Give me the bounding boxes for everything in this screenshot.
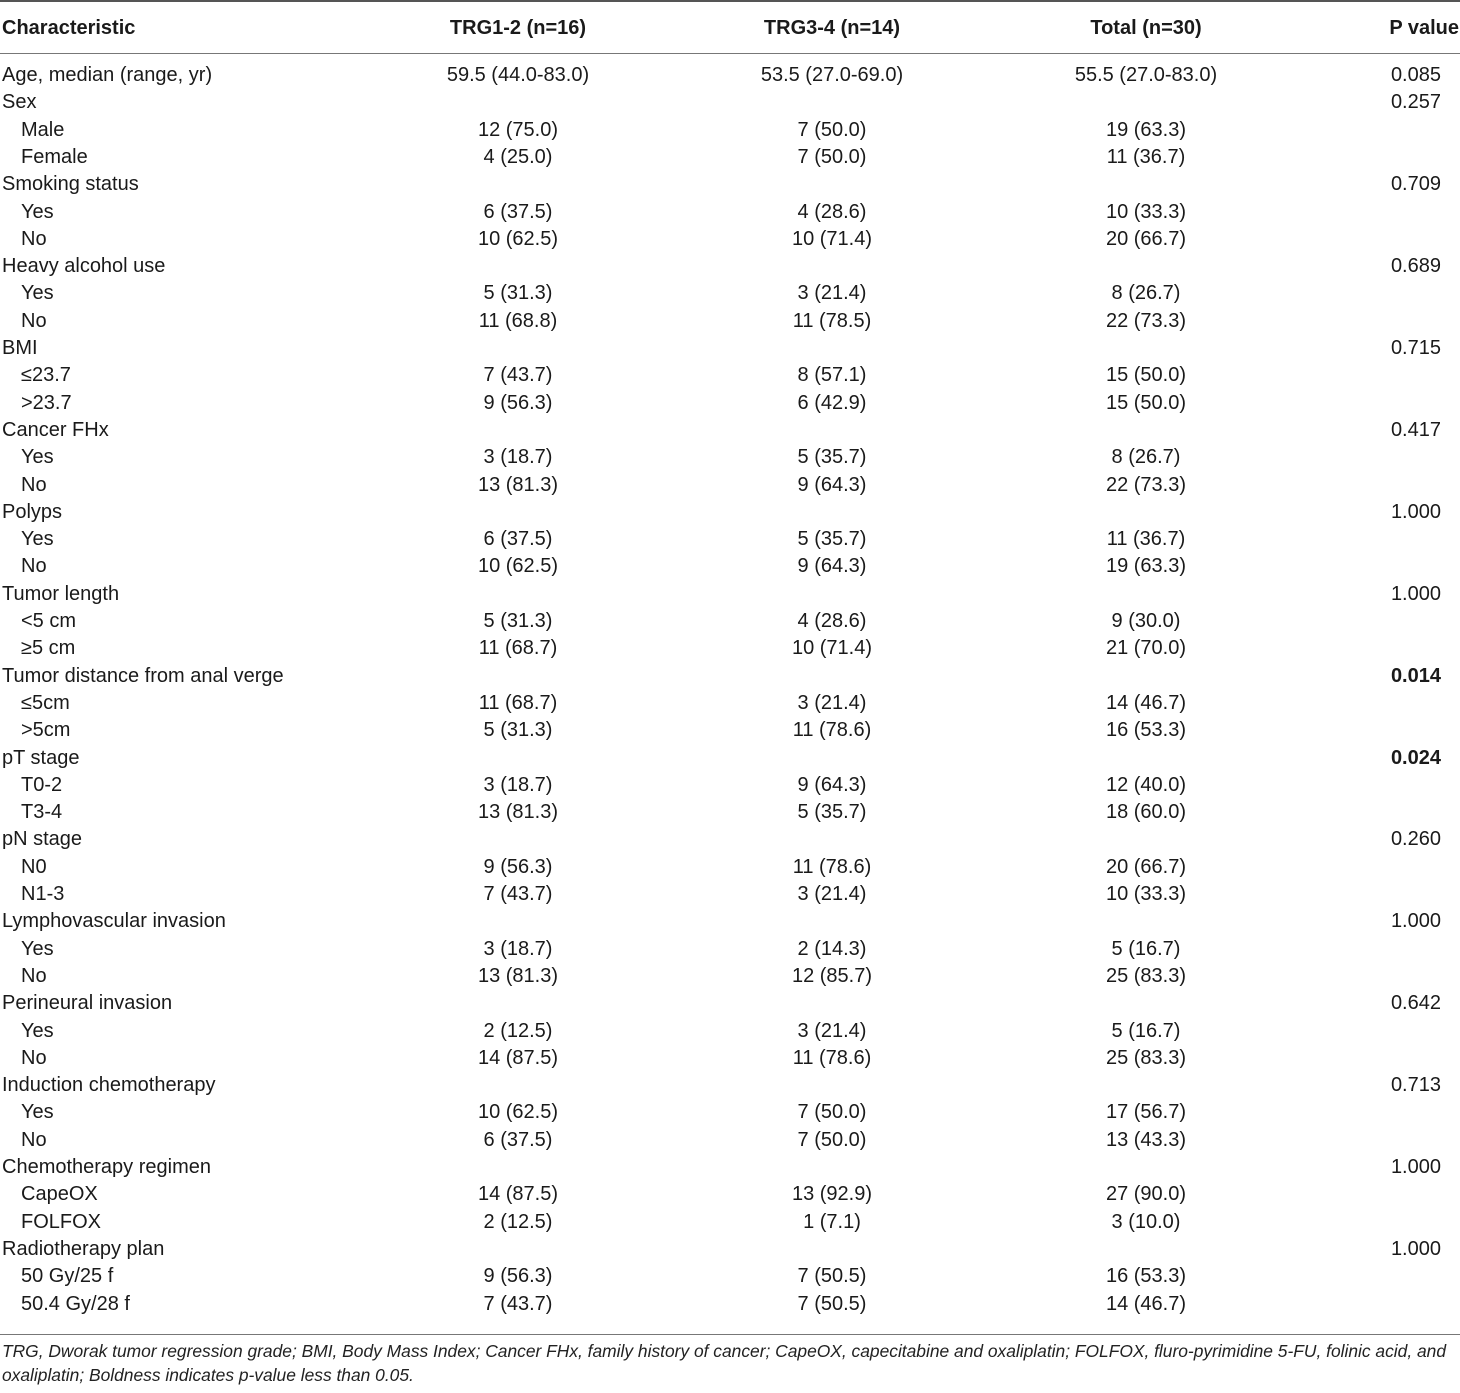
row-p-value: 0.713 xyxy=(1390,1074,1441,1097)
row-label: No xyxy=(21,964,47,987)
row-total: 13 (43.3) xyxy=(1105,1128,1187,1151)
row-label: pT stage xyxy=(2,746,80,769)
row-trg12: 11 (68.8) xyxy=(478,309,558,332)
row-trg12: 7 (43.7) xyxy=(483,1292,553,1315)
row-label: Female xyxy=(21,145,88,168)
row-trg34: 8 (57.1) xyxy=(797,364,867,387)
row-trg12: 11 (68.7) xyxy=(478,637,558,660)
header-p-value: P value xyxy=(1389,17,1459,39)
row-label: FOLFOX xyxy=(21,1210,102,1233)
row-trg34: 11 (78.5) xyxy=(792,309,872,332)
row-trg34: 1 (7.1) xyxy=(803,1210,861,1233)
row-label: Age, median (range, yr) xyxy=(2,64,213,86)
row-p-value: 1.000 xyxy=(1390,582,1441,605)
row-trg34: 3 (21.4) xyxy=(797,883,867,905)
row-trg34: 11 (78.6) xyxy=(792,719,872,742)
row-total: 11 (36.7) xyxy=(1106,528,1186,551)
row-label: Lymphovascular invasion xyxy=(2,910,226,933)
row-p-value: 1.000 xyxy=(1390,500,1441,523)
row-label: Tumor distance from anal verge xyxy=(2,664,284,687)
row-label: No xyxy=(21,309,47,332)
row-total: 11 (36.7) xyxy=(1106,145,1186,168)
header-characteristic: Characteristic xyxy=(2,17,136,39)
row-trg12: 6 (37.5) xyxy=(483,200,553,223)
row-trg12: 2 (12.5) xyxy=(483,1210,553,1233)
row-total: 27 (90.0) xyxy=(1105,1183,1187,1206)
row-label: ≥5 cm xyxy=(21,637,76,660)
row-label: No xyxy=(21,1046,47,1069)
row-trg12: 9 (56.3) xyxy=(483,391,553,414)
row-total: 22 (73.3) xyxy=(1105,473,1187,496)
row-total: 8 (26.7) xyxy=(1111,282,1181,305)
row-trg34: 10 (71.4) xyxy=(791,227,873,250)
row-total: 5 (16.7) xyxy=(1111,937,1181,960)
row-trg12: 10 (62.5) xyxy=(477,555,559,578)
header-trg34: TRG3-4 (n=14) xyxy=(763,17,901,39)
row-label: Yes xyxy=(21,200,54,223)
table-header-rule xyxy=(0,53,1460,54)
row-trg12: 5 (31.3) xyxy=(483,610,553,632)
row-label: Induction chemotherapy xyxy=(2,1074,216,1097)
row-trg12: 3 (18.7) xyxy=(483,773,553,796)
row-total: 15 (50.0) xyxy=(1105,391,1187,414)
row-total: 3 (10.0) xyxy=(1111,1210,1181,1233)
row-label: Yes xyxy=(21,528,54,551)
row-label: Yes xyxy=(21,1019,54,1042)
row-trg12: 13 (81.3) xyxy=(477,964,559,987)
row-p-value: 0.709 xyxy=(1390,173,1441,196)
row-label: No xyxy=(21,555,47,578)
row-total: 14 (46.7) xyxy=(1105,691,1187,714)
row-trg12: 3 (18.7) xyxy=(483,446,553,469)
row-label: Polyps xyxy=(2,500,63,523)
row-p-value: 0.257 xyxy=(1390,91,1441,114)
row-total: 19 (63.3) xyxy=(1105,555,1187,578)
row-total: 10 (33.3) xyxy=(1105,200,1187,223)
row-trg12: 7 (43.7) xyxy=(483,883,553,905)
row-total: 16 (53.3) xyxy=(1105,1265,1187,1288)
row-trg12: 4 (25.0) xyxy=(483,145,553,168)
row-total: 15 (50.0) xyxy=(1105,364,1187,387)
row-label: No xyxy=(21,473,47,496)
table-top-rule xyxy=(0,0,1460,2)
row-trg12: 6 (37.5) xyxy=(483,528,553,551)
row-total: 14 (46.7) xyxy=(1105,1292,1187,1315)
row-p-value: 0.689 xyxy=(1390,255,1441,278)
row-p-value: 0.024 xyxy=(1390,746,1441,769)
row-label: Tumor length xyxy=(2,582,120,605)
row-trg34: 13 (92.9) xyxy=(791,1183,873,1206)
row-label: ≤5cm xyxy=(21,691,70,714)
row-trg12: 14 (87.5) xyxy=(477,1183,559,1206)
row-trg34: 11 (78.6) xyxy=(792,1046,872,1069)
row-label: T3-4 xyxy=(21,801,63,824)
row-label: 50 Gy/25 f xyxy=(21,1265,114,1288)
row-label: <5 cm xyxy=(21,610,77,632)
row-trg34: 11 (78.6) xyxy=(792,855,872,878)
row-trg34: 5 (35.7) xyxy=(797,528,867,551)
row-label: Radiotherapy plan xyxy=(2,1237,165,1260)
row-label: Sex xyxy=(2,91,37,114)
row-trg12: 2 (12.5) xyxy=(483,1019,553,1042)
row-trg34: 53.5 (27.0-69.0) xyxy=(760,64,904,86)
row-trg34: 2 (14.3) xyxy=(797,937,867,960)
row-label: N0 xyxy=(21,855,47,878)
row-label: No xyxy=(21,227,47,250)
row-label: Cancer FHx xyxy=(2,418,109,441)
table-bottom-rule xyxy=(0,1334,1460,1335)
row-p-value: 0.085 xyxy=(1390,64,1441,86)
row-total: 17 (56.7) xyxy=(1105,1101,1187,1124)
row-p-value: 0.260 xyxy=(1390,828,1441,851)
row-trg12: 59.5 (44.0-83.0) xyxy=(446,64,590,86)
row-trg12: 9 (56.3) xyxy=(483,1265,553,1288)
row-trg34: 12 (85.7) xyxy=(791,964,873,987)
row-trg34: 6 (42.9) xyxy=(797,391,867,414)
row-total: 20 (66.7) xyxy=(1105,855,1187,878)
table-header xyxy=(0,4,1460,52)
row-p-value: 0.715 xyxy=(1390,337,1441,359)
row-trg12: 6 (37.5) xyxy=(483,1128,553,1151)
row-trg12: 3 (18.7) xyxy=(483,937,553,960)
row-total: 21 (70.0) xyxy=(1105,637,1187,660)
row-trg34: 7 (50.0) xyxy=(797,1128,867,1151)
row-trg34: 9 (64.3) xyxy=(797,473,867,496)
row-trg12: 9 (56.3) xyxy=(483,855,553,878)
row-trg34: 3 (21.4) xyxy=(797,691,867,714)
row-total: 22 (73.3) xyxy=(1105,309,1187,332)
row-label: ≤23.7 xyxy=(21,364,71,387)
row-label: Yes xyxy=(21,282,54,305)
header-trg12: TRG1-2 (n=16) xyxy=(449,17,587,39)
row-trg34: 3 (21.4) xyxy=(797,1019,867,1042)
row-trg34: 5 (35.7) xyxy=(797,801,867,824)
table-body xyxy=(0,62,1460,1332)
row-label: Yes xyxy=(21,446,54,469)
row-trg12: 14 (87.5) xyxy=(477,1046,559,1069)
row-trg34: 4 (28.6) xyxy=(797,610,867,632)
row-trg34: 3 (21.4) xyxy=(797,282,867,305)
row-trg12: 11 (68.7) xyxy=(478,691,558,714)
row-p-value: 0.014 xyxy=(1390,664,1441,687)
row-trg34: 7 (50.5) xyxy=(797,1292,867,1315)
row-trg34: 7 (50.0) xyxy=(797,118,867,141)
table-footnote: TRG, Dworak tumor regression grade; BMI, Body Mass Index; Cancer FHx, family history of cancer; CapeOX, capecitabine and oxaliplatin; FOLFOX, fluro-pyrimidine 5-FU, folinic acid, and oxaliplatin; Boldness indicates p-value less than 0.05. xyxy=(2,1341,1446,1385)
row-label: No xyxy=(21,1128,47,1151)
row-total: 5 (16.7) xyxy=(1111,1019,1181,1042)
row-label: Yes xyxy=(21,1101,54,1124)
row-trg12: 13 (81.3) xyxy=(477,473,559,496)
row-trg34: 9 (64.3) xyxy=(797,773,867,796)
row-total: 12 (40.0) xyxy=(1105,773,1187,796)
row-trg34: 7 (50.0) xyxy=(797,145,867,168)
row-trg12: 5 (31.3) xyxy=(483,719,553,742)
row-label: CapeOX xyxy=(21,1183,98,1206)
row-total: 18 (60.0) xyxy=(1105,801,1187,824)
row-trg12: 5 (31.3) xyxy=(483,282,553,305)
row-trg34: 10 (71.4) xyxy=(791,637,873,660)
row-label: T0-2 xyxy=(21,773,63,796)
row-label: Smoking status xyxy=(2,173,139,196)
row-p-value: 1.000 xyxy=(1390,1156,1441,1178)
row-label: N1-3 xyxy=(21,883,65,905)
row-label: BMI xyxy=(2,337,38,359)
row-trg12: 10 (62.5) xyxy=(477,227,559,250)
row-trg12: 12 (75.0) xyxy=(477,118,559,141)
row-trg12: 10 (62.5) xyxy=(477,1101,559,1124)
row-label: 50.4 Gy/28 f xyxy=(21,1292,130,1315)
row-p-value: 1.000 xyxy=(1390,1237,1441,1260)
row-trg34: 7 (50.0) xyxy=(797,1101,867,1124)
row-trg34: 7 (50.5) xyxy=(797,1265,867,1288)
row-total: 19 (63.3) xyxy=(1105,118,1187,141)
row-p-value: 0.642 xyxy=(1390,992,1441,1015)
row-label: Perineural invasion xyxy=(2,992,173,1015)
row-total: 25 (83.3) xyxy=(1105,1046,1187,1069)
row-trg34: 4 (28.6) xyxy=(797,200,867,223)
row-trg12: 13 (81.3) xyxy=(477,801,559,824)
row-total: 8 (26.7) xyxy=(1111,446,1181,469)
row-p-value: 1.000 xyxy=(1390,910,1441,933)
row-total: 25 (83.3) xyxy=(1105,964,1187,987)
row-total: 10 (33.3) xyxy=(1105,883,1187,905)
row-label: Heavy alcohol use xyxy=(2,255,166,278)
row-total: 9 (30.0) xyxy=(1111,610,1181,632)
row-label: >23.7 xyxy=(21,391,72,414)
row-trg12: 7 (43.7) xyxy=(483,364,553,387)
row-p-value: 0.417 xyxy=(1390,418,1441,441)
row-label: pN stage xyxy=(2,828,83,851)
row-label: Chemotherapy regimen xyxy=(2,1156,211,1178)
row-total: 16 (53.3) xyxy=(1105,719,1187,742)
row-total: 55.5 (27.0-83.0) xyxy=(1074,64,1218,86)
header-total: Total (n=30) xyxy=(1090,17,1202,39)
row-label: >5cm xyxy=(21,719,71,742)
row-label: Yes xyxy=(21,937,54,960)
row-total: 20 (66.7) xyxy=(1105,227,1187,250)
row-trg34: 9 (64.3) xyxy=(797,555,867,578)
row-trg34: 5 (35.7) xyxy=(797,446,867,469)
row-label: Male xyxy=(21,118,65,141)
